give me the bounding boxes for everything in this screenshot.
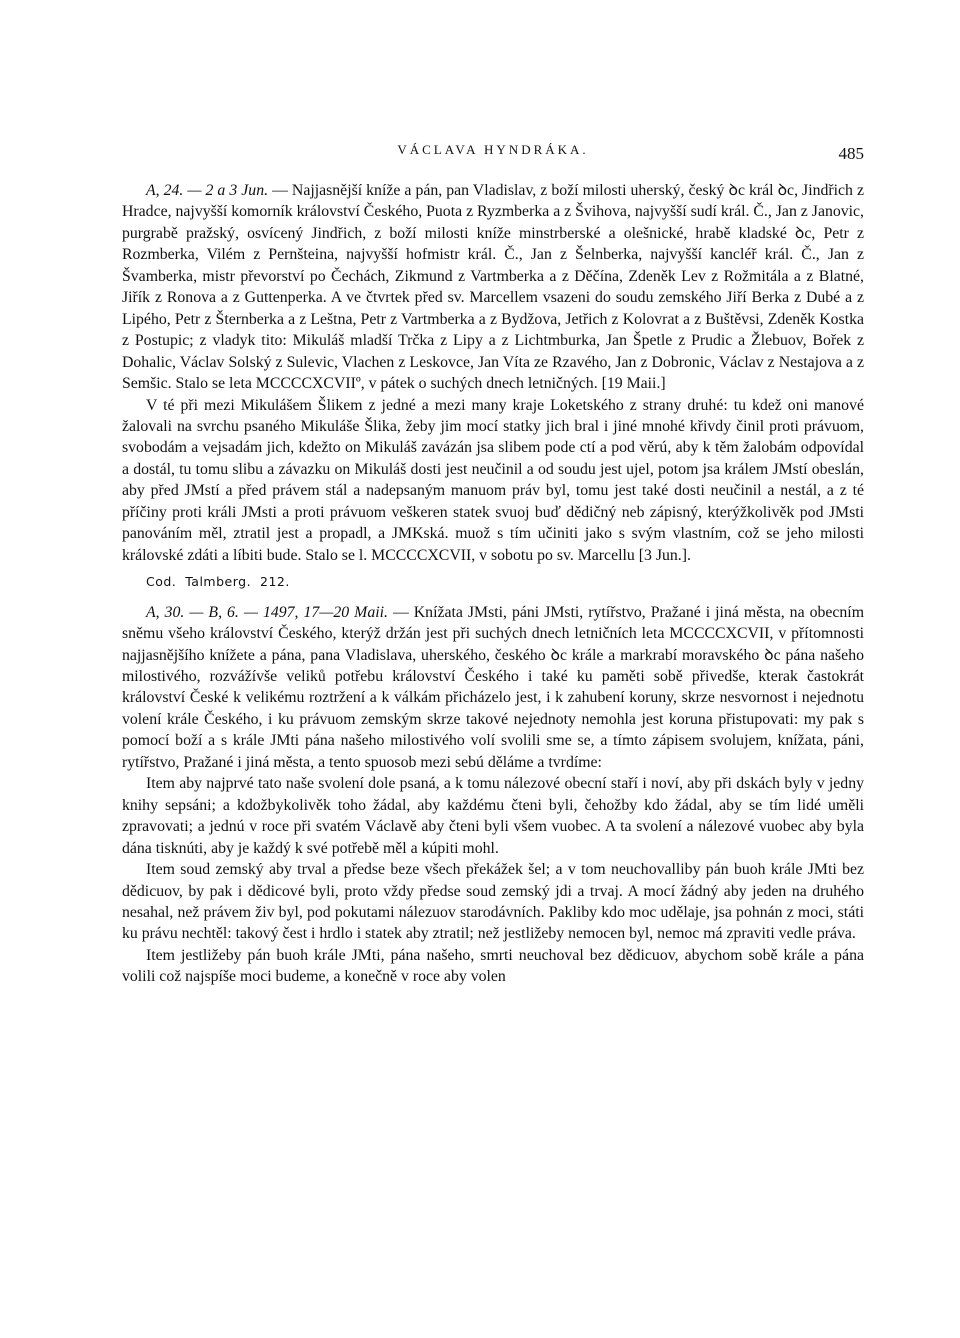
running-head: VÁCLAVA HYNDRÁKA. [397,142,589,157]
entry-2-paragraph-3: Item soud zemský aby trval a předse beze všech překážek šel; a v tom neuchovalliby pán buoh krále JMti bez dědicuov, by pak i dědicové byli, proto vždy předse soud zemský jdi a trvaj. A mocí žádný aby jeden na druhého nesahal, než právem živ byl, pod pokutami nálezuov starodávních. Pakliby kdo moc udělaje, jsa pohnán z moci, státi ku právu nechtěl: takový čest i hrdlo i statek aby ztratil; než jestližeby nemocen byl, nemoc má zpraviti vedle práva. [122,861,864,943]
entry-2-paragraph-4: Item jestližeby pán buoh krále JMti, pána našeho, smrti neuchoval bez dědicuov, abychom sobě krále a pána volili což najspíše moci budeme, a konečně v roce aby volen [122,946,864,986]
entry-2-paragraph-2: Item aby najprvé tato naše svolení dole psaná, a k tomu nálezové obecní staří i noví, aby při dskách byly v jedny knihy sepsáni; a kdožbykolivěk toho žádal, aby každému čteni byli, čehožby kdo žádal, aby se tím lidé uměli zpravovati; a jednú v roce při svatém Václavě aby čteni byli všem vuobec. A ta svolení a nálezové vuobec aby byla dána tisknúti, aby je každý k své potřebě měl a kúpiti mohl. [122,775,864,857]
entry-1-date: A, 24. — 2 a 3 Jun. [146,182,269,199]
body-text [122,180,864,988]
entry-2-date: A, 30. — B, 6. — 1497, 17—20 Maii. [146,603,388,621]
entry-1-text: — Najjasnější kníže a pán, pan Vladislav, z boží milosti uherský, český ꝺc král ꝺc, Jindřich z Hradce, najvyšší komorník království Českého, Puota z Ryzmberka a z Švihova, najvyšší sudí král. Č., Jan z Janovic, purgrabě pražský, osvícený Jindřich, z boží milosti kníže minstrberské a olešnické, hrabě kladské ꝺc, Petr z Rozmberka, Vilém z Pernšteina, najvyšší hofmistr král. Č., Jan z Šelnberka, najvyšší kancléř král. Č., Jan z Švamberka, mistr převorství po Čechách, Zikmund z Vartmberka a z Děčína, Zdeněk Lev z Rožmitála a z Blatné, Jiřík z Ronova a z Guttenperka. A ve čtvrtek před sv. Marcellem vsazeni do soudu zemského Jiří Berka z Dubé a z Lipého, Petr z Šternberka a z Leštna, Petr z Vartmberka a z Bydžova, Jetřich z Kolovrat a z Buštěvsi, Zdeněk Kostka z Postupic; z vladyk tito: Mikuláš mladší Trčka z Lipy a z Lichtmburka, Jan Špetle z Prudic a Žlebuov, Bořek z Dohalic, Václav Solský z Sulevic, Vlachen z Leskovce, Jan Víta ze Rzavého, Jan z Dobronic, Václav z Nestajova a z Semšic. Stalo se leta MCCCCXCVIIº, v pátek o suchých dnech letničných. [19 Maii.] [122,182,864,393]
entry-1-paragraph-2: V té při mezi Mikulášem Šlikem z jedné a mezi many kraje Loketského z strany druhé: tu kdež oni manové žalovali na svrchu psaného Mikuláše Šlika, žeby jim mocí statky jich bral i jiné mnohé křivdy činil proti právuom, svobodám a vejsadám jich, kdežto on Mikuláš zavázán jsa slibem pode ctí a pod věrú, aby k těm žalobám odpovídal a dostál, tu tomu slibu a závazku on Mikuláš dosti jest neučinil a od soudu jest ujel, potom jsa králem JMstí obeslán, aby před JMstí a před právem stál a nadepsaným manuom práv byl, tomu jest také dosti neučinil a nestál, a z té příčiny proti králi JMsti a proti právuom veškeren statek svuoj buď dědičný neb zápisný, kterýžkolivěk pod JMsti panováním měl, ztratil jest a propadl, a JMKská. muož s tím učiniti jako s svým vlastním, což se jeho milosti královské zdáti a líbiti bude. Stalo se l. MCCCCXCVII, v sobotu po sv. Marcellu [3 Jun.]. [122,396,864,564]
page-number: 485 [838,144,864,163]
source-citation: Cod. Talmberg. 212. [146,574,290,590]
entry-2-text: — Knížata JMsti, páni JMsti, rytířstvo, Pražané i jiná města, na obecním sněmu všeho království Českého, kterýž držán jest při suchých dnech letničních leta MCCCCXCVII, v přítomnosti najjasnějšího knížete a pána, pana Vladislava, uherského, českého ꝺc krále a markrabí moravského ꝺc pána našeho milostivého, rozvážívše veliků potřebu království Českého i také ku paměti sobě přivedše, kterak častokrát království České k velikému roztržení a k válkám přicházelo jest, i k zahubení koruny, skrze nesvornost i nejednotu volení krále Českého, i ku právuom zemským skrze takové nejednoty nemohla jest koruna přistupovati: my pak s pomocí boží a s krále JMti pána našeho milostivého volí svolili sme se, a tímto zápisem svolujem, knížata, páni, rytířstvo, Pražané i jiná města, a tento spuosob mezi sebú děláme a tvrdíme: [122,603,864,771]
page-header [122,138,864,168]
entry-1-paragraph [122,180,864,395]
entry-2-paragraph [122,602,864,774]
